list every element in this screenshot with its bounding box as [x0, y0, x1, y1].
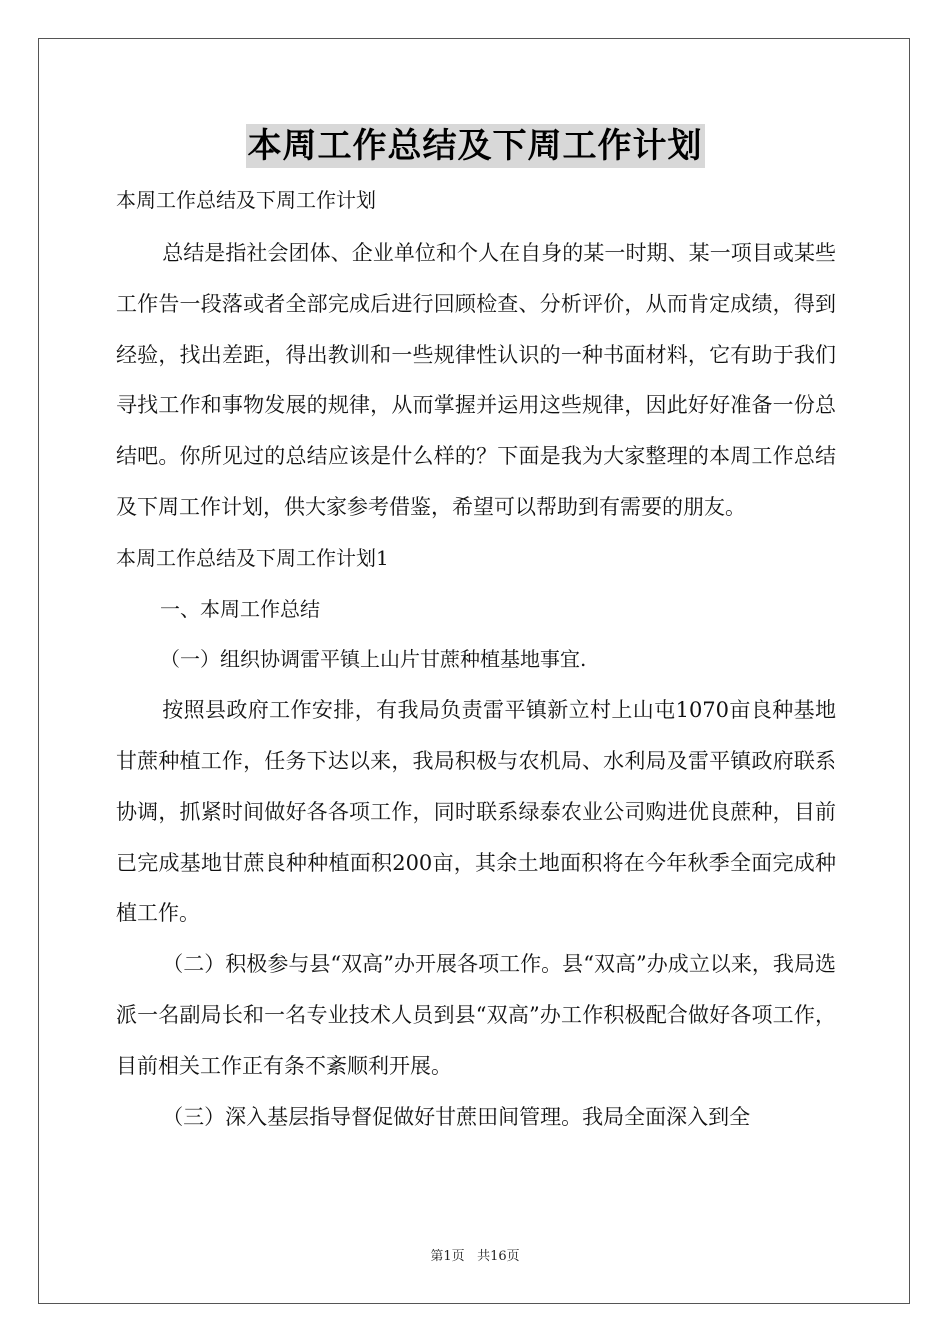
document-subtitle: 本周工作总结及下周工作计划 [116, 188, 376, 212]
title-container [0, 124, 950, 168]
section-title: 本周工作总结及下周工作计划1 [116, 545, 389, 570]
item-2-paragraph: （二）积极参与县“双高”办开展各项工作。县“双高”办成立以来，我局选派一名副局长和一名专业技术人员到县“双高”办工作积极配合做好各项工作，目前相关工作正有条不紊顺利开展。 [116, 952, 836, 1078]
document-title: 本周工作总结及下周工作计划 [247, 126, 703, 166]
intro-paragraph: 总结是指社会团体、企业单位和个人在自身的某一时期、某一项目或某些工作告一段落或者全部完成后进行回顾检查、分析评价，从而肯定成绩，得到经验，找出差距，得出教训和一些规律性认识的一种书面材料，它有助于我们寻找工作和事物发展的规律，从而掌握并运用这些规律，因此好好准备一份总结吧。你所见过的总结应该是什么样的？下面是我为大家整理的本周工作总结及下周工作计划，供大家参考借鉴，希望可以帮助到有需要的朋友。 [116, 241, 836, 519]
item-1-paragraph: 按照县政府工作安排，有我局负责雷平镇新立村上山屯1070亩良种基地甘蔗种植工作，任务下达以来，我局积极与农机局、水利局及雷平镇政府联系协调，抓紧时间做好各各项工作，同时联系绿泰农业公司购进优良蔗种，目前已完成基地甘蔗良种种植面积200亩，其余土地面积将在今年秋季全面完成种植工作。 [116, 698, 836, 926]
item-1-heading: （一）组织协调雷平镇上山片甘蔗种植基地事宜. [160, 647, 587, 672]
page-number: 第1页 [430, 1249, 465, 1264]
document-body [116, 182, 836, 1142]
page-total: 共16页 [477, 1249, 520, 1264]
page-footer [0, 1245, 950, 1264]
item-3-paragraph: （三）深入基层指导督促做好甘蔗田间管理。我局全面深入到全 [162, 1104, 751, 1129]
heading-weekly-summary: 一、本周工作总结 [160, 596, 320, 621]
